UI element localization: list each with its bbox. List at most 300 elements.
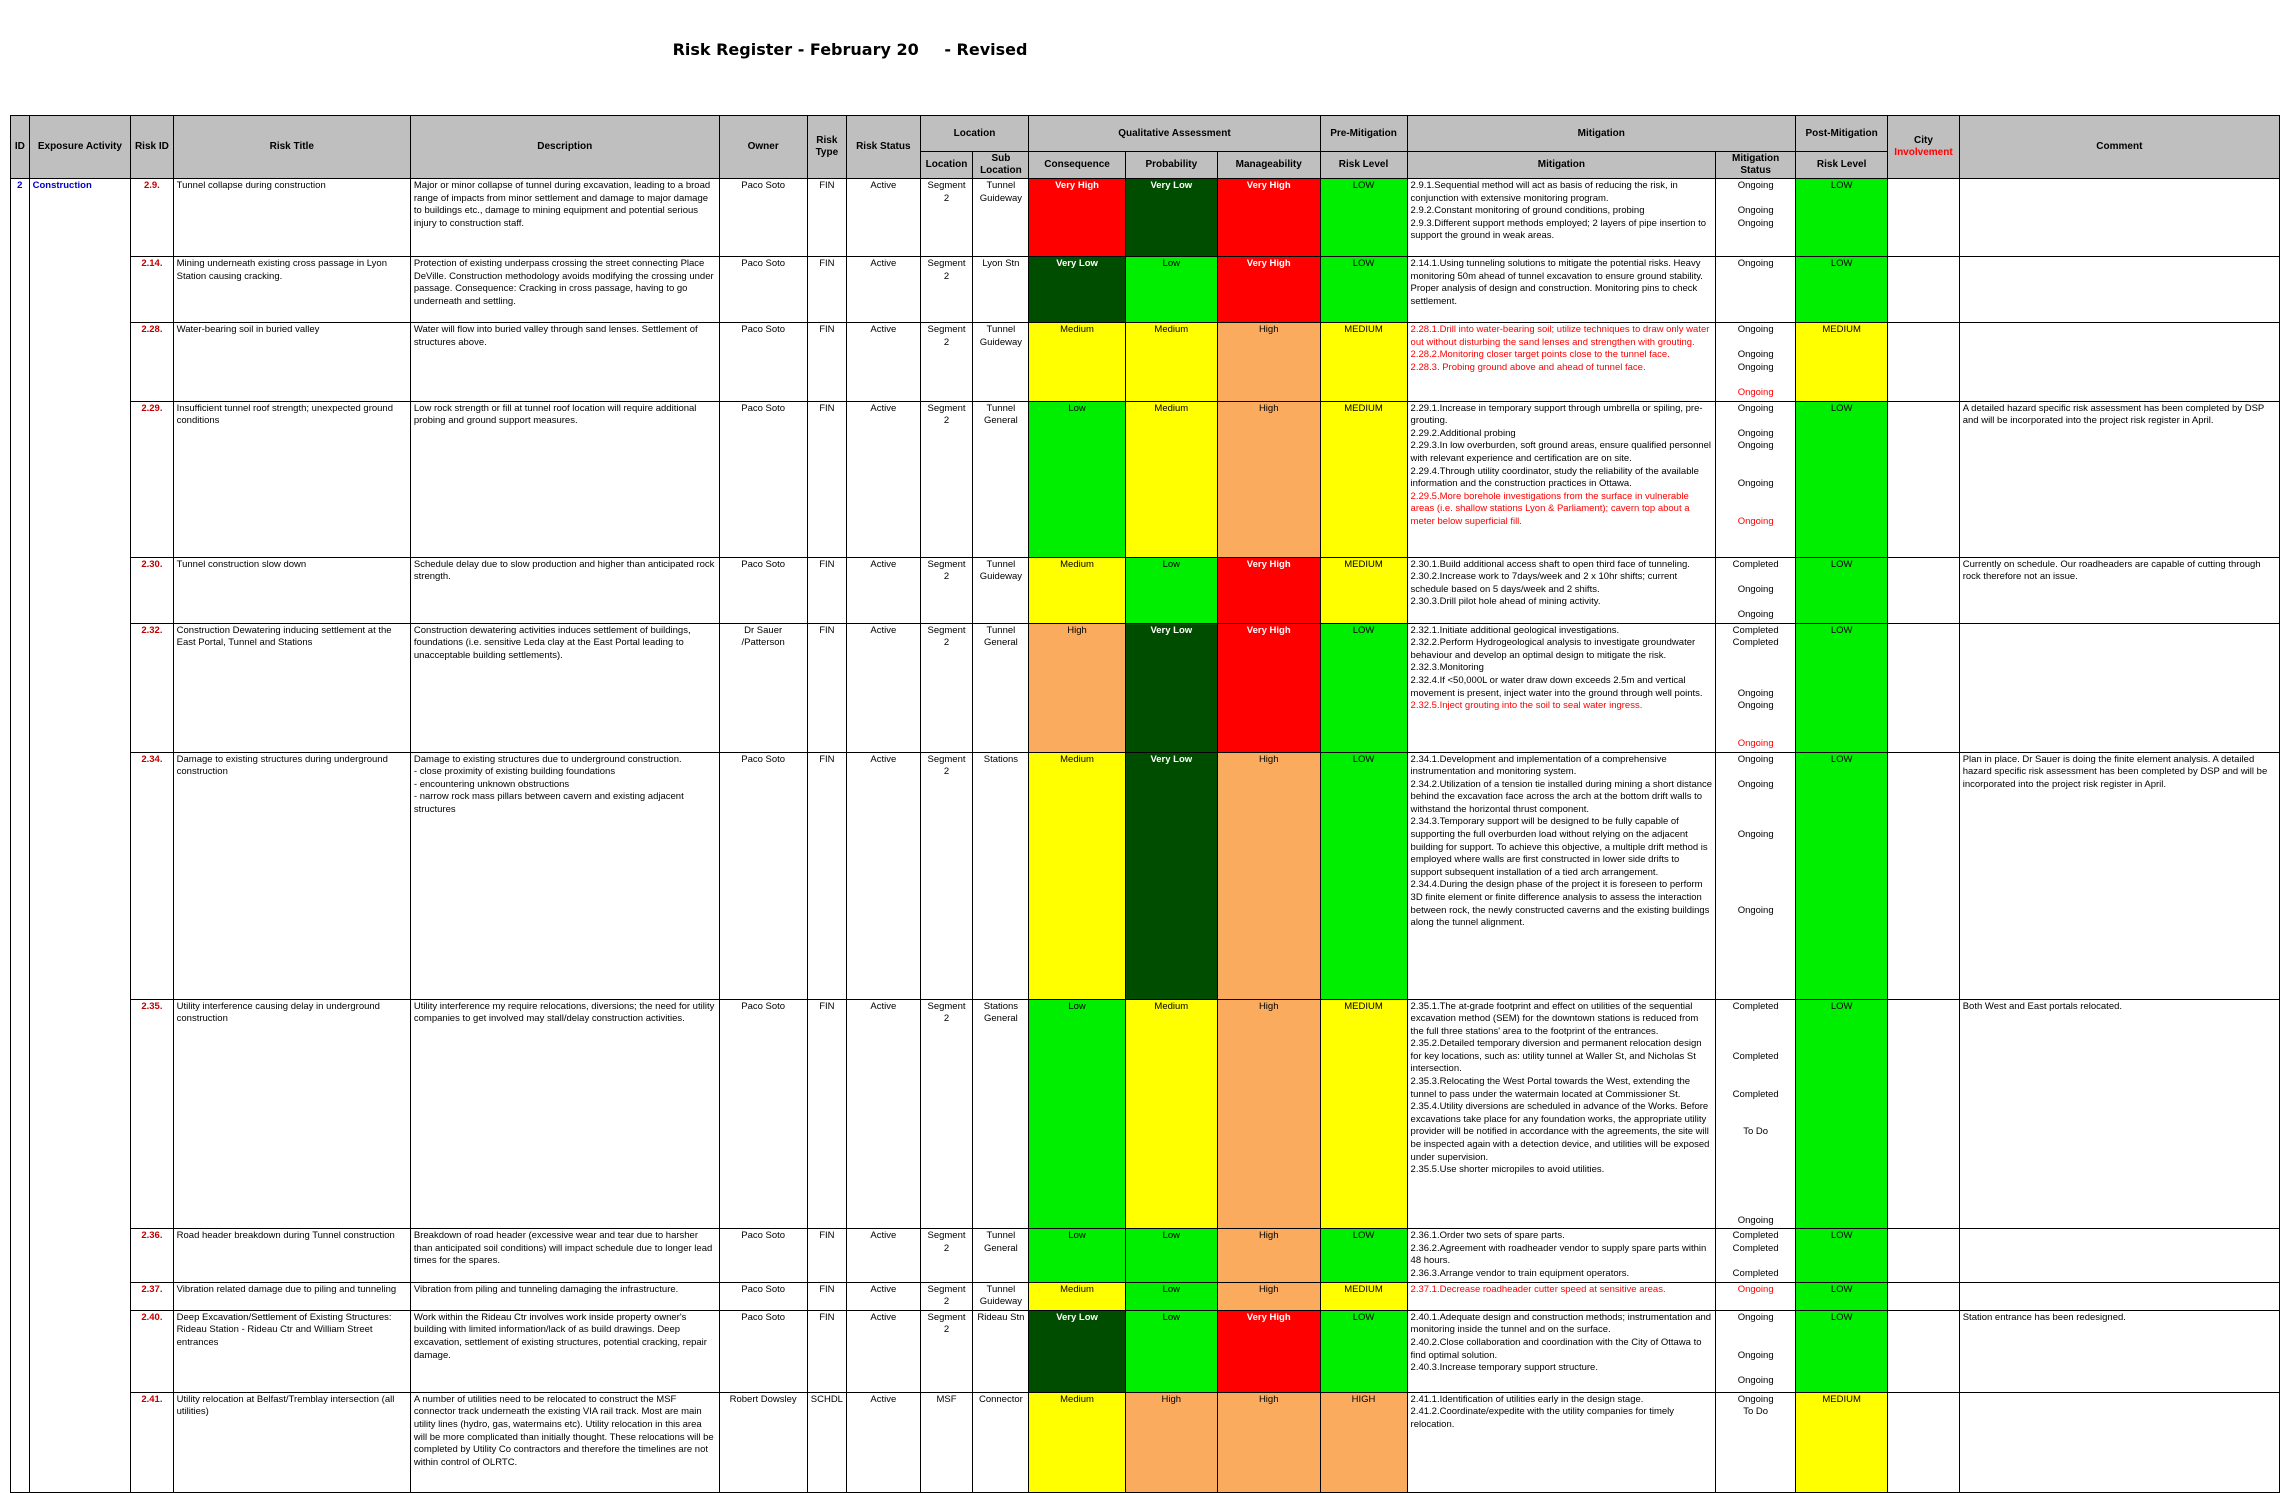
mitigation-status-line	[1719, 1202, 1792, 1215]
mitigation-status-line	[1719, 1038, 1792, 1051]
risk-status-cell: Active	[847, 257, 921, 323]
description-cell	[410, 401, 719, 557]
city-involvement-cell	[1888, 1392, 1959, 1492]
manageability-level-cell: Very High	[1217, 623, 1320, 752]
risk-id-cell: 2.36.	[131, 1229, 173, 1282]
description-cell	[410, 1310, 719, 1392]
mitigation-status-line: Ongoing	[1737, 1283, 1774, 1295]
sub-location-cell: Stations	[973, 752, 1029, 999]
probability-level-cell: Very Low	[1125, 623, 1217, 752]
mitigation-status-line: Ongoing	[1737, 583, 1774, 595]
mitigation-status-line	[1719, 1139, 1792, 1152]
mitigation-status-line: Ongoing	[1737, 180, 1774, 191]
header-pre-risk-level: Risk Level	[1320, 152, 1407, 179]
consequence-level-cell: Medium	[1029, 323, 1125, 402]
description-line: Major or minor collapse of tunnel during excavation, leading to a broad range of impacts from minor settlement and damage to major damage to buildings etc., damage to mining equipment and potential serious injury to construction staff.	[413, 180, 711, 229]
consequence-level-cell: Medium	[1029, 1392, 1125, 1492]
location-cell: Segment 2	[920, 257, 973, 323]
description-cell	[410, 1392, 719, 1492]
mitigation-status-line	[1719, 1164, 1792, 1177]
description-line: Low rock strength or fill at tunnel roof location will require additional probing and ground support measures.	[413, 402, 697, 427]
mitigation-status-line: Completed	[1732, 1050, 1779, 1062]
owner-cell: Dr Sauer /Patterson	[719, 623, 807, 752]
header-consequence: Consequence	[1029, 152, 1125, 179]
header-probability: Probability	[1125, 152, 1217, 179]
header-sub-location: Sub Location	[973, 152, 1029, 179]
header-location: Location	[920, 152, 973, 179]
mitigation-line: 2.30.2.Increase work to 7days/week and 2 x 10hr shifts; current schedule based on 5 days/week and 2 shifts.	[1410, 571, 1678, 595]
probability-level-cell: Low	[1125, 1282, 1217, 1310]
mitigation-status-line	[1719, 1013, 1792, 1026]
mitigation-line: 2.32.2.Perform Hydrogeological analysis to investigate groundwater behaviour and develop an optimal design to mitigate the risk.	[1410, 637, 1696, 661]
header-city-involvement-label: Involvement	[1894, 147, 1953, 158]
location-cell: Segment 2	[920, 179, 973, 257]
probability-level-cell: Low	[1125, 557, 1217, 623]
mitigation-status-line	[1719, 766, 1792, 779]
risk-status-cell: Active	[847, 623, 921, 752]
comment-cell	[1959, 1282, 2279, 1310]
mitigation-line: 2.37.1.Decrease roadheader cutter speed at sensitive areas.	[1410, 1283, 1666, 1295]
post-mitigation-level-cell: LOW	[1796, 623, 1888, 752]
table-row	[11, 999, 2280, 1229]
consequence-level-cell: Medium	[1029, 752, 1125, 999]
mitigation-status-line: Ongoing	[1737, 402, 1774, 414]
comment-cell	[1959, 179, 2279, 257]
mitigation-line: 2.40.3.Increase temporary support structure.	[1410, 1362, 1598, 1374]
risk-title-cell: Mining underneath existing cross passage in Lyon Station causing cracking.	[173, 257, 410, 323]
sub-location-cell: Tunnel General	[973, 1229, 1029, 1282]
mitigation-status-line: Ongoing	[1737, 904, 1774, 916]
pre-mitigation-level-cell: MEDIUM	[1320, 401, 1407, 557]
risk-title-cell: Insufficient tunnel roof strength; unexpected ground conditions	[173, 401, 410, 557]
mitigation-line: 2.30.3.Drill pilot hole ahead of mining activity.	[1410, 596, 1601, 608]
description-cell	[410, 1282, 719, 1310]
risk-id-cell: 2.34.	[131, 752, 173, 999]
table-row	[11, 623, 2280, 752]
mitigation-cell	[1407, 323, 1716, 402]
manageability-level-cell: Very High	[1217, 257, 1320, 323]
mitigation-status-line: Ongoing	[1737, 427, 1774, 439]
header-comment: Comment	[1959, 116, 2279, 179]
risk-status-cell: Active	[847, 401, 921, 557]
manageability-level-cell: Very High	[1217, 1310, 1320, 1392]
mitigation-status-line: Ongoing	[1737, 829, 1774, 841]
description-line: Schedule delay due to slow production and higher than anticipated rock strength.	[413, 558, 715, 583]
description-cell	[410, 323, 719, 402]
header-id: ID	[11, 116, 30, 179]
risk-status-cell: Active	[847, 179, 921, 257]
probability-level-cell: Very Low	[1125, 179, 1217, 257]
owner-cell: Paco Soto	[719, 179, 807, 257]
consequence-level-cell: Low	[1029, 999, 1125, 1229]
mitigation-line: 2.29.1.Increase in temporary support through umbrella or spiling, pre-grouting.	[1410, 402, 1703, 427]
mitigation-status-cell	[1716, 1229, 1796, 1282]
risk-title-cell: Utility relocation at Belfast/Tremblay intersection (all utilities)	[173, 1392, 410, 1492]
mitigation-status-line	[1719, 415, 1792, 428]
location-cell: MSF	[920, 1392, 973, 1492]
header-city: City	[1914, 135, 1933, 146]
city-involvement-cell	[1888, 999, 1959, 1229]
mitigation-status-line	[1719, 650, 1792, 663]
location-cell: Segment 2	[920, 1282, 973, 1310]
mitigation-line: 2.9.1.Sequential method will act as basis of reducing the risk, in conjunction with extensive monitoring program.	[1410, 180, 1678, 204]
post-mitigation-level-cell: LOW	[1796, 752, 1888, 999]
consequence-level-cell: High	[1029, 623, 1125, 752]
description-line: - close proximity of existing building foundations	[413, 766, 616, 778]
mitigation-status-line: Ongoing	[1737, 205, 1774, 217]
header-owner: Owner	[719, 116, 807, 179]
mitigation-cell	[1407, 1229, 1716, 1282]
risk-type-cell: FIN	[807, 623, 846, 752]
risk-type-cell: FIN	[807, 323, 846, 402]
mitigation-status-cell	[1716, 623, 1796, 752]
risk-title-cell: Tunnel construction slow down	[173, 557, 410, 623]
description-line: Work within the Rideau Ctr involves work inside property owner's building with limited information/lack of as build drawings. Deep excavation, settlement of existing structures, potential cracking, repair damage.	[413, 1311, 707, 1361]
description-line: Water will flow into buried valley through sand lenses. Settlement of structures above.	[413, 324, 698, 348]
risk-id-cell: 2.30.	[131, 557, 173, 623]
mitigation-status-cell	[1716, 401, 1796, 557]
post-mitigation-level-cell: LOW	[1796, 999, 1888, 1229]
mitigation-line: 2.9.3.Different support methods employed; 2 layers of pipe insertion to support the ground in weak areas.	[1410, 217, 1707, 242]
risk-id-cell: 2.28.	[131, 323, 173, 402]
table-row	[11, 1392, 2280, 1492]
mitigation-line: 2.34.2.Utilization of a tension tie installed during mining a short distance behind the excavation face across the arch at the bottom drift walls to withstand the horizontal thrust component.	[1410, 778, 1713, 815]
header-mitigation: Mitigation	[1407, 152, 1716, 179]
risk-status-cell: Active	[847, 1229, 921, 1282]
mitigation-cell	[1407, 752, 1716, 999]
mitigation-status-line	[1719, 1076, 1792, 1089]
mitigation-status-line	[1719, 675, 1792, 688]
mitigation-status-line: To Do	[1743, 1406, 1769, 1418]
mitigation-line: 2.34.1.Development and implementation of a comprehensive instrumentation and monitoring system.	[1410, 753, 1667, 778]
mitigation-line: 2.35.3.Relocating the West Portal towards the West, extending the tunnel to pass under the watermain located at Commissioner St.	[1410, 1076, 1691, 1100]
mitigation-status-line	[1719, 1255, 1792, 1268]
sub-location-cell: Stations General	[973, 999, 1029, 1229]
mitigation-cell	[1407, 1282, 1716, 1310]
mitigation-status-line: Ongoing	[1737, 386, 1774, 398]
page-title	[0, 40, 1700, 59]
mitigation-status-line	[1719, 1337, 1792, 1350]
mitigation-status-line: To Do	[1743, 1126, 1769, 1138]
description-cell	[410, 752, 719, 999]
table-row	[11, 179, 2280, 257]
city-involvement-cell	[1888, 752, 1959, 999]
mitigation-status-cell	[1716, 1282, 1796, 1310]
pre-mitigation-level-cell: MEDIUM	[1320, 1282, 1407, 1310]
mitigation-status-line: Ongoing	[1737, 217, 1774, 229]
location-cell: Segment 2	[920, 623, 973, 752]
manageability-level-cell: High	[1217, 999, 1320, 1229]
mitigation-line: 2.35.5.Use shorter micropiles to avoid utilities.	[1410, 1164, 1605, 1176]
post-mitigation-level-cell: LOW	[1796, 1310, 1888, 1392]
location-cell: Segment 2	[920, 1310, 973, 1392]
mitigation-status-line	[1719, 1177, 1792, 1190]
owner-cell: Paco Soto	[719, 323, 807, 402]
mitigation-line: 2.14.1.Using tunneling solutions to mitigate the potential risks. Heavy monitoring 50m ahead of tunnel excavation to ensure ground stability. Proper analysis of design and construction. Monitoring pins to check settlement.	[1410, 258, 1703, 307]
mitigation-status-cell	[1716, 999, 1796, 1229]
probability-level-cell: Low	[1125, 1229, 1217, 1282]
mitigation-status-line: Ongoing	[1737, 361, 1774, 373]
pre-mitigation-level-cell: LOW	[1320, 257, 1407, 323]
manageability-level-cell: Very High	[1217, 179, 1320, 257]
pre-mitigation-level-cell: LOW	[1320, 623, 1407, 752]
city-involvement-cell	[1888, 557, 1959, 623]
mitigation-status-line	[1719, 193, 1792, 206]
risk-type-cell: FIN	[807, 1229, 846, 1282]
description-cell	[410, 179, 719, 257]
table-row	[11, 752, 2280, 999]
sub-location-cell: Rideau Stn	[973, 1310, 1029, 1392]
location-cell: Segment 2	[920, 1229, 973, 1282]
manageability-level-cell: Very High	[1217, 557, 1320, 623]
description-line: Breakdown of road header (excessive wear and tear due to harsher than anticipated soil conditions) will impact schedule due to longer lead times for the spares.	[413, 1230, 713, 1267]
mitigation-status-line	[1719, 571, 1792, 584]
description-line: A number of utilities need to be relocated to construct the MSF connector track underneath the existing VIA rail track. Most are main utility lines (hydro, gas, watermains etc). Utility relocation in this area will be more complicated than initially thought. These relocations will be completed by Utility Co contractors and therefore the timelines are not within control of OLRTC.	[413, 1393, 714, 1468]
mitigation-cell	[1407, 999, 1716, 1229]
mitigation-status-line: Ongoing	[1737, 1349, 1774, 1361]
post-mitigation-level-cell: LOW	[1796, 557, 1888, 623]
mitigation-status-line: Ongoing	[1737, 440, 1774, 452]
city-involvement-cell	[1888, 1229, 1959, 1282]
owner-cell: Robert Dowsley	[719, 1392, 807, 1492]
table-row	[11, 401, 2280, 557]
mitigation-cell	[1407, 179, 1716, 257]
probability-level-cell: Medium	[1125, 323, 1217, 402]
mitigation-status-line	[1719, 491, 1792, 504]
manageability-level-cell: High	[1217, 401, 1320, 557]
post-mitigation-level-cell: MEDIUM	[1796, 1392, 1888, 1492]
mitigation-line: 2.41.2.Coordinate/expedite with the utility companies for timely relocation.	[1410, 1406, 1675, 1430]
mitigation-status-line: Ongoing	[1737, 478, 1774, 490]
mitigation-status-line	[1719, 791, 1792, 804]
mitigation-line: 2.32.5.Inject grouting into the soil to seal water ingress.	[1410, 700, 1643, 712]
table-row	[11, 557, 2280, 623]
mitigation-status-line	[1719, 1189, 1792, 1202]
mitigation-status-line: Completed	[1732, 1000, 1779, 1012]
description-line: - narrow rock mass pillars between cavern and existing adjacent structures	[413, 791, 684, 815]
probability-level-cell: Medium	[1125, 999, 1217, 1229]
title-revision: - Revised	[944, 40, 1028, 59]
mitigation-status-line: Completed	[1732, 637, 1779, 649]
post-mitigation-level-cell: LOW	[1796, 179, 1888, 257]
mitigation-status-cell	[1716, 557, 1796, 623]
risk-id-cell: 2.9.	[131, 179, 173, 257]
description-line: Construction dewatering activities induces settlement of buildings, foundations (i.e. sensitive Leda clay at the East Portal leading to unacceptable building settlements).	[413, 624, 691, 661]
header-pre-mitigation-group: Pre-Mitigation	[1320, 116, 1407, 152]
header-post-mitigation-group: Post-Mitigation	[1796, 116, 1888, 152]
mitigation-status-line	[1719, 854, 1792, 867]
table-row	[11, 257, 2280, 323]
sub-location-cell: Tunnel General	[973, 401, 1029, 557]
owner-cell: Paco Soto	[719, 1310, 807, 1392]
location-cell: Segment 2	[920, 323, 973, 402]
pre-mitigation-level-cell: HIGH	[1320, 1392, 1407, 1492]
risk-type-cell: FIN	[807, 401, 846, 557]
consequence-level-cell: Very Low	[1029, 1310, 1125, 1392]
mitigation-status-line	[1719, 1324, 1792, 1337]
risk-status-cell: Active	[847, 999, 921, 1229]
mitigation-status-line	[1719, 337, 1792, 350]
comment-cell	[1959, 257, 2279, 323]
mitigation-status-line	[1719, 842, 1792, 855]
manageability-level-cell: High	[1217, 1392, 1320, 1492]
risk-id-cell: 2.41.	[131, 1392, 173, 1492]
risk-id-cell: 2.29.	[131, 401, 173, 557]
mitigation-status-line	[1719, 453, 1792, 466]
mitigation-line: 2.34.3.Temporary support will be designed to be fully capable of supporting the full overburden load without relying on the adjacent building for support. To achieve this objective, a multiple drift method is employed where walls are first constructed in lower side drifts to support subsequent installation of a tied arch arrangement.	[1410, 816, 1708, 878]
description-cell	[410, 257, 719, 323]
mitigation-status-line: Ongoing	[1737, 515, 1774, 527]
manageability-level-cell: High	[1217, 1282, 1320, 1310]
group-id-cell: 2	[11, 179, 30, 1493]
mitigation-status-line: Ongoing	[1737, 737, 1774, 749]
description-line: Vibration from piling and tunneling damaging the infrastructure.	[413, 1283, 679, 1295]
risk-status-cell: Active	[847, 752, 921, 999]
mitigation-status-line: Completed	[1732, 558, 1779, 570]
city-involvement-cell	[1888, 1310, 1959, 1392]
pre-mitigation-level-cell: LOW	[1320, 179, 1407, 257]
risk-title-cell: Water-bearing soil in buried valley	[173, 323, 410, 402]
probability-level-cell: Low	[1125, 257, 1217, 323]
table-row	[11, 1282, 2280, 1310]
description-cell	[410, 999, 719, 1229]
description-cell	[410, 623, 719, 752]
header-risk-title: Risk Title	[173, 116, 410, 179]
header-post-risk-level: Risk Level	[1796, 152, 1888, 179]
mitigation-status-cell	[1716, 323, 1796, 402]
mitigation-status-cell	[1716, 752, 1796, 999]
mitigation-line: 2.34.4.During the design phase of the project it is foreseen to perform 3D finite element or finite difference analysis to assess the interaction between rock, the newly constructed caverns and the existing buildings along the tunnel alignment.	[1410, 879, 1710, 929]
mitigation-status-line	[1719, 596, 1792, 609]
header-city-involvement	[1888, 116, 1959, 179]
pre-mitigation-level-cell: LOW	[1320, 1229, 1407, 1282]
probability-level-cell: Very Low	[1125, 752, 1217, 999]
city-involvement-cell	[1888, 623, 1959, 752]
post-mitigation-level-cell: LOW	[1796, 1282, 1888, 1310]
risk-register-table	[10, 115, 2280, 1493]
mitigation-status-line: Completed	[1732, 1230, 1779, 1242]
location-cell: Segment 2	[920, 557, 973, 623]
sub-location-cell: Tunnel Guideway	[973, 1282, 1029, 1310]
location-cell: Segment 2	[920, 401, 973, 557]
risk-title-cell: Construction Dewatering inducing settlement at the East Portal, Tunnel and Stations	[173, 623, 410, 752]
risk-title-cell: Road header breakdown during Tunnel construction	[173, 1229, 410, 1282]
city-involvement-cell	[1888, 323, 1959, 402]
manageability-level-cell: High	[1217, 752, 1320, 999]
risk-id-cell: 2.32.	[131, 623, 173, 752]
pre-mitigation-level-cell: LOW	[1320, 1310, 1407, 1392]
mitigation-cell	[1407, 257, 1716, 323]
mitigation-status-line	[1719, 713, 1792, 726]
risk-id-cell: 2.37.	[131, 1282, 173, 1310]
table-row	[11, 323, 2280, 402]
consequence-level-cell: Medium	[1029, 557, 1125, 623]
mitigation-status-line: Ongoing	[1737, 753, 1774, 765]
header-risk-status: Risk Status	[847, 116, 921, 179]
mitigation-line: 2.35.1.The at-grade footprint and effect on utilities of the sequential excavation method (SEM) for the downtown stations is reduced from the full three stations' area to the footprint of the entrances.	[1410, 1000, 1699, 1037]
mitigation-status-line	[1719, 662, 1792, 675]
mitigation-line: 2.28.3. Probing ground above and ahead of tunnel face.	[1410, 361, 1646, 373]
risk-title-cell: Deep Excavation/Settlement of Existing Structures: Rideau Station - Rideau Ctr and William Street entrances	[173, 1310, 410, 1392]
header-risk-type: Risk Type	[807, 116, 846, 179]
mitigation-status-line	[1719, 1026, 1792, 1039]
mitigation-status-line: Ongoing	[1737, 1374, 1774, 1386]
header-mitigation-status: Mitigation Status	[1716, 152, 1796, 179]
mitigation-status-line: Completed	[1732, 1088, 1779, 1100]
comment-cell	[1959, 323, 2279, 402]
owner-cell: Paco Soto	[719, 1282, 807, 1310]
mitigation-line: 2.35.2.Detailed temporary diversion and permanent relocation design for key locations, such as: utility tunnel at Waller St, and Nicholas St intersection.	[1410, 1038, 1702, 1075]
risk-status-cell: Active	[847, 1282, 921, 1310]
sub-location-cell: Tunnel General	[973, 623, 1029, 752]
comment-cell: Plan in place. Dr Sauer is doing the finite element analysis. A detailed hazard specific risk assessment has been completed by DSP and will be incorporated into the project risk register in April.	[1959, 752, 2279, 999]
pre-mitigation-level-cell: MEDIUM	[1320, 323, 1407, 402]
mitigation-status-line: Ongoing	[1737, 778, 1774, 790]
probability-level-cell: Low	[1125, 1310, 1217, 1392]
mitigation-status-line	[1719, 816, 1792, 829]
risk-type-cell: FIN	[807, 557, 846, 623]
risk-title-cell: Damage to existing structures during underground construction	[173, 752, 410, 999]
sub-location-cell: Connector	[973, 1392, 1029, 1492]
risk-type-cell: FIN	[807, 752, 846, 999]
comment-cell: Station entrance has been redesigned.	[1959, 1310, 2279, 1392]
mitigation-line: 2.36.3.Arrange vendor to train equipment operators.	[1410, 1267, 1630, 1279]
mitigation-status-cell	[1716, 1310, 1796, 1392]
mitigation-status-line: Ongoing	[1737, 324, 1774, 335]
risk-type-cell: SCHDL	[807, 1392, 846, 1492]
risk-type-cell: FIN	[807, 179, 846, 257]
mitigation-cell	[1407, 401, 1716, 557]
mitigation-status-line	[1719, 466, 1792, 479]
mitigation-status-line: Ongoing	[1737, 258, 1774, 269]
city-involvement-cell	[1888, 401, 1959, 557]
mitigation-status-line	[1719, 1152, 1792, 1165]
mitigation-line: 2.32.3.Monitoring	[1410, 662, 1484, 674]
comment-cell	[1959, 1229, 2279, 1282]
mitigation-status-line: Ongoing	[1737, 700, 1774, 712]
mitigation-line: 2.30.1.Build additional access shaft to open third face of tunneling.	[1410, 558, 1690, 570]
header-risk-id: Risk ID	[131, 116, 173, 179]
risk-type-cell: FIN	[807, 257, 846, 323]
risk-id-cell: 2.40.	[131, 1310, 173, 1392]
header-location-group: Location	[920, 116, 1029, 152]
city-involvement-cell	[1888, 257, 1959, 323]
mitigation-line: 2.32.4.If <50,000L or water draw down exceeds 2.5m and vertical movement is present, inject water into the ground through well points.	[1410, 674, 1703, 699]
post-mitigation-level-cell: LOW	[1796, 257, 1888, 323]
mitigation-status-line: Ongoing	[1737, 349, 1774, 361]
description-line: - encountering unknown obstructions	[413, 778, 570, 790]
pre-mitigation-level-cell: MEDIUM	[1320, 999, 1407, 1229]
owner-cell: Paco Soto	[719, 257, 807, 323]
owner-cell: Paco Soto	[719, 1229, 807, 1282]
mitigation-line: 2.29.5.More borehole investigations from the surface in vulnerable areas (i.e. shallow stations Lyon & Parliament); cavern top about a meter below superficial fill.	[1410, 490, 1690, 527]
risk-status-cell: Active	[847, 1310, 921, 1392]
risk-status-cell: Active	[847, 1392, 921, 1492]
owner-cell: Paco Soto	[719, 752, 807, 999]
owner-cell: Paco Soto	[719, 999, 807, 1229]
city-involvement-cell	[1888, 179, 1959, 257]
risk-type-cell: FIN	[807, 1310, 846, 1392]
mitigation-line: 2.29.2.Additional probing	[1410, 427, 1516, 439]
location-cell: Segment 2	[920, 999, 973, 1229]
risk-id-cell: 2.14.	[131, 257, 173, 323]
mitigation-line: 2.35.4.Utility diversions are scheduled in advance of the Works. Before excavations take place for any foundation works, the appropriate utility provider will be notified in accordance with the agreements, the site will be inspected again with a detection device, and utilities will be exposed under supervision.	[1410, 1101, 1710, 1163]
title-main: Risk Register - February 20	[672, 40, 919, 59]
post-mitigation-level-cell: LOW	[1796, 1229, 1888, 1282]
exposure-activity-cell: Construction	[29, 179, 131, 1493]
consequence-level-cell: Low	[1029, 1229, 1125, 1282]
consequence-level-cell: Low	[1029, 401, 1125, 557]
